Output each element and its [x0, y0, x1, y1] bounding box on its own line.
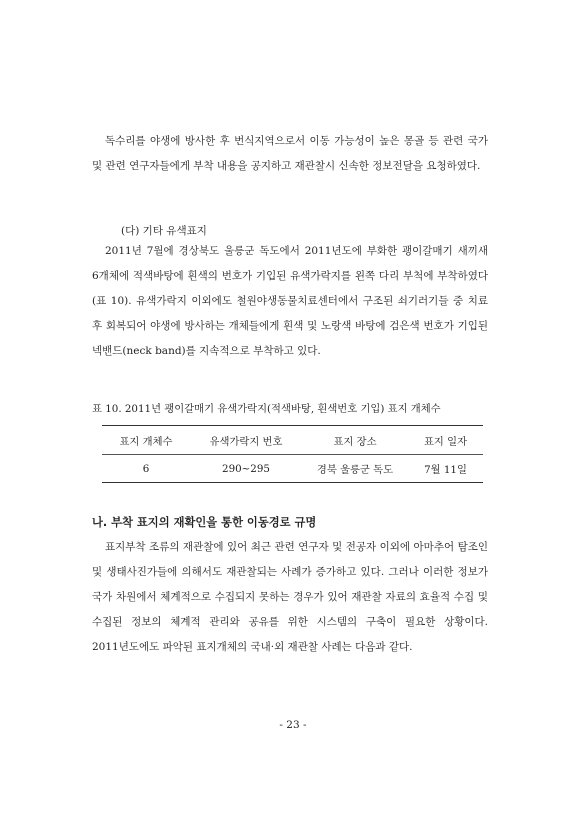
section-title: 나. 부착 표지의 재확인을 통한 이동경로 규명	[92, 516, 317, 529]
cell-count: 6	[102, 455, 190, 483]
header-ring-number: 유색가락지 번호	[190, 426, 302, 455]
page-number: - 23 -	[279, 719, 307, 731]
table-row	[102, 455, 483, 483]
subsection-heading: (다) 기타 유색표지	[121, 225, 207, 237]
cell-date: 7월 11일	[408, 455, 483, 483]
cell-ring-number: 290~295	[190, 455, 302, 483]
table-caption: 표 10. 2011년 괭이갈매기 유색가락지(적색바탕, 흰색번호 기입) 표지 개체수	[92, 403, 441, 415]
table-header-row	[102, 426, 483, 455]
paragraph-color-bands: 2011년 7월에 경상북도 울릉군 독도에서 2011년도에 부화한 괭이갈매기 새끼새 6개체에 적색바탕에 흰색의 번호가 기입된 유색가락지를 왼쪽 다리 부척에 부착하였다(표 10). 유색가락지 이외에도 철원야생동물치료센터에서 구조된 쇠기러기들 중 치료 후 회복되어 야생에 방사하는 개체들에게 흰색 및 노랑색 바탕에 검은색 번호가 기입된 넥밴드(neck band)를 지속적으로 부착하고 있다.	[92, 245, 488, 357]
paragraph-resighting: 표지부착 조류의 재관찰에 있어 최근 관련 연구자 및 전공자 이외에 아마추어 탐조인 및 생태사진가들에 의해서도 재관찰되는 사례가 증가하고 있다. 그러나 이러한 정보가 국가 차원에서 체계적으로 수집되지 못하는 경우가 있어 재관찰 자료의 효율적 수집 및 수집된 정보의 체계적 관리와 공유를 위한 시스템의 구축이 필요한 상황이다. 2011년도에도 파악된 표지개체의 국내·외 재관찰 사례는 다음과 같다.	[92, 541, 488, 653]
header-location: 표지 장소	[302, 426, 408, 455]
banding-table	[102, 425, 483, 483]
header-count: 표지 개체수	[102, 426, 190, 455]
paragraph-vulture-release: 독수리를 야생에 방사한 후 번식지역으로서 이동 가능성이 높은 몽골 등 관련 국가 및 관련 연구자들에게 부착 내용을 공지하고 재관찰시 신속한 정보전달을 요청하였다.	[92, 135, 488, 172]
cell-location: 경북 울릉군 독도	[302, 455, 408, 483]
header-date: 표지 일자	[408, 426, 483, 455]
